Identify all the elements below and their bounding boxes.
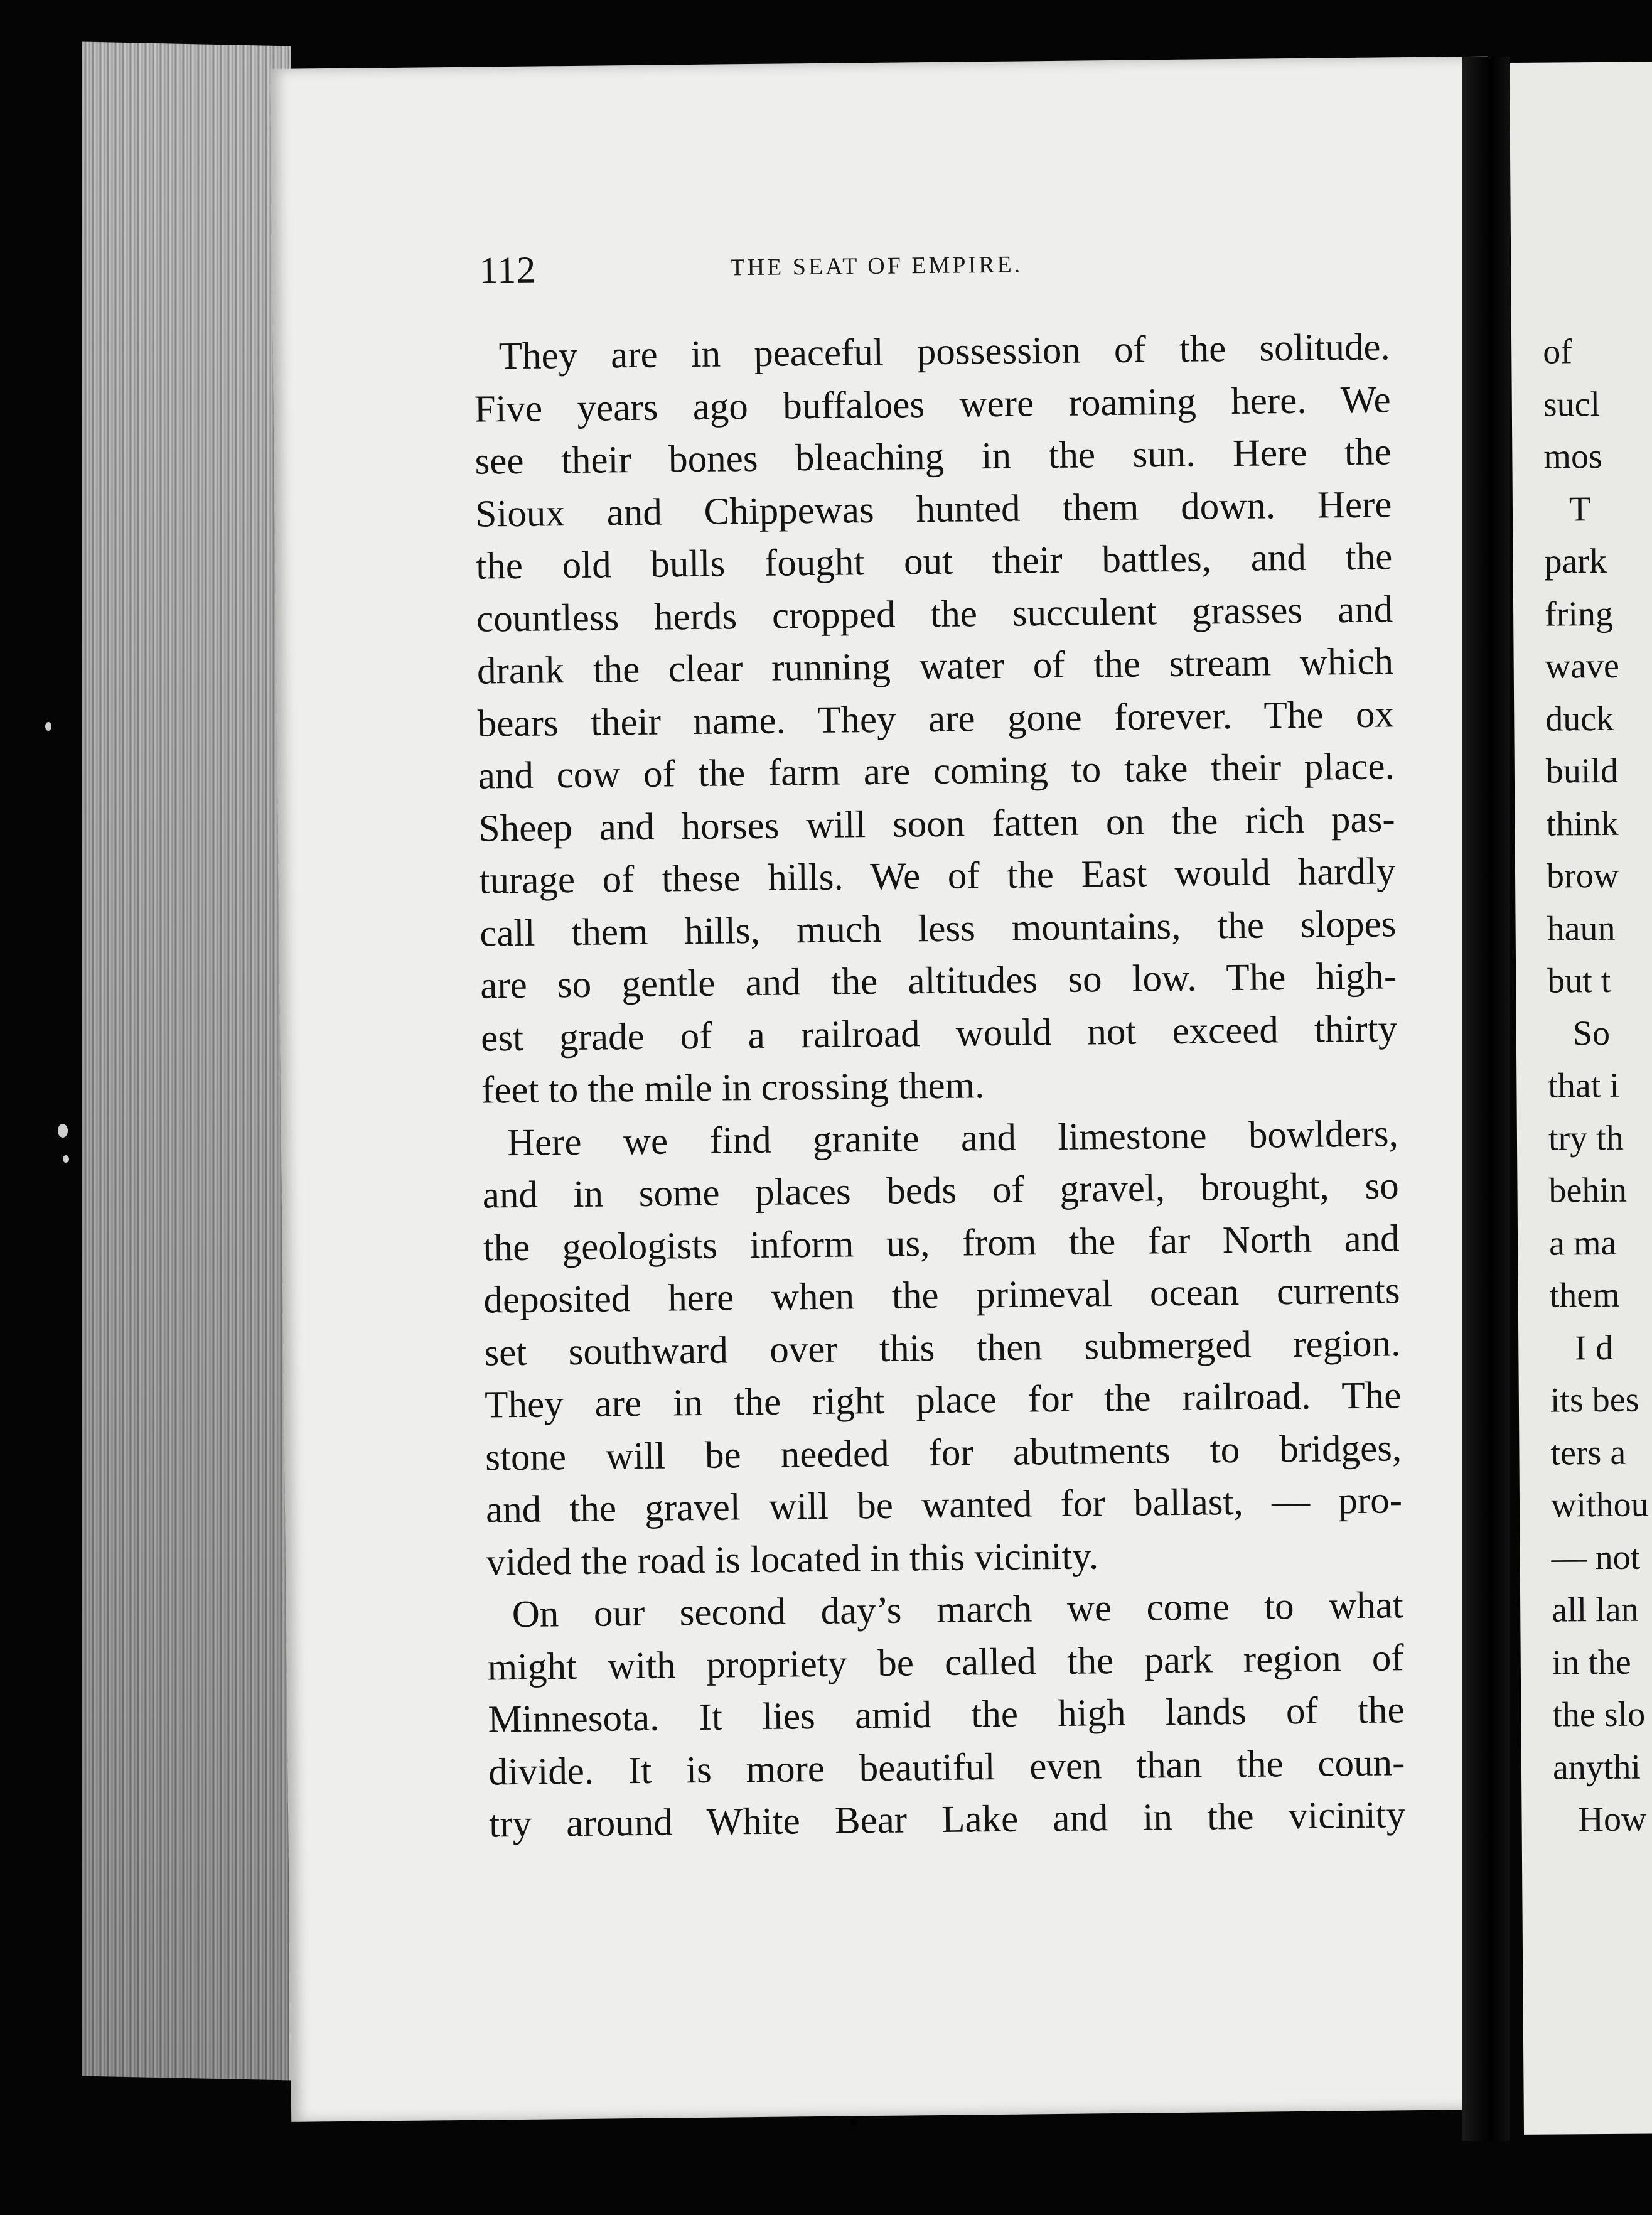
- text-line: and in some places beds of gravel, brought, so: [482, 1165, 1400, 1217]
- text-line: Sheep and horses will soon fatten on the rich pas-: [478, 797, 1395, 850]
- text-line: They are in the right place for the railroad. The: [484, 1374, 1402, 1426]
- facing-text-line: in the: [1552, 1642, 1631, 1683]
- scan-speck: [45, 722, 51, 731]
- facing-text-line: wave: [1545, 646, 1620, 686]
- text-line: try around White Bear Lake and in the vicinity: [488, 1794, 1406, 1846]
- facing-text-line: How: [1578, 1799, 1647, 1840]
- text-line: On our second day’s march we come to what: [512, 1584, 1404, 1636]
- running-head: [479, 239, 1484, 325]
- running-title: THE SEAT OF EMPIRE.: [730, 251, 1023, 281]
- facing-text-line: withou: [1550, 1485, 1649, 1525]
- left-page: [270, 57, 1509, 2122]
- facing-text-line: build: [1545, 751, 1619, 791]
- facing-text-line: anythi: [1552, 1747, 1641, 1787]
- text-line: est grade of a railroad would not exceed thirty: [480, 1007, 1398, 1060]
- facing-text-line: park: [1544, 541, 1607, 581]
- text-line: call them hills, much less mountains, the slopes: [480, 902, 1397, 955]
- facing-text-line: I d: [1575, 1328, 1614, 1367]
- facing-page: [1510, 62, 1652, 2135]
- facing-text-line: behin: [1548, 1170, 1628, 1210]
- page-edges: [82, 42, 291, 2081]
- facing-text-line: ters a: [1550, 1433, 1626, 1473]
- text-line: Here we find granite and limestone bowlders,: [507, 1112, 1399, 1164]
- facing-text-line: them: [1549, 1275, 1620, 1315]
- text-line: bears their name. They are gone forever. The ox: [477, 693, 1395, 745]
- scan-speck: [63, 1155, 69, 1163]
- facing-text-line: think: [1546, 804, 1619, 844]
- text-line: Minnesota. It lies amid the high lands of the: [488, 1689, 1405, 1741]
- text-line: divide. It is more beautiful even than the coun-: [488, 1741, 1405, 1793]
- text-line: Sioux and Chippewas hunted them down. Here: [475, 483, 1392, 536]
- text-line: Five years ago buffaloes were roaming here. We: [474, 378, 1391, 431]
- body-text: [473, 321, 1405, 1851]
- text-line: and the gravel will be wanted for ballast, — pro-: [485, 1479, 1403, 1531]
- facing-text-line: that i: [1548, 1065, 1620, 1106]
- text-line: see their bones bleaching in the sun. Here the: [475, 431, 1392, 483]
- text-line: set southward over this then submerged region.: [484, 1322, 1401, 1374]
- facing-text-line: mos: [1543, 436, 1602, 477]
- text-line: might with propriety be called the park region of: [487, 1636, 1404, 1689]
- text-line: countless herds cropped the succulent grasses and: [476, 588, 1393, 640]
- text-line: feet to the mile in crossing them.: [481, 1064, 985, 1112]
- facing-text-line: all lan: [1551, 1590, 1639, 1630]
- text-line: vided the road is located in this vicinity.: [486, 1534, 1099, 1584]
- text-line: the geologists inform us, from the far North and: [483, 1217, 1400, 1269]
- book-gutter: [1462, 57, 1510, 2141]
- facing-text-line: but t: [1547, 961, 1611, 1001]
- text-line: the old bulls fought out their battles, and the: [475, 536, 1393, 588]
- facing-text-line: the slo: [1552, 1695, 1646, 1735]
- facing-text-line: a ma: [1548, 1223, 1617, 1263]
- text-line: They are in peaceful possession of the solitude.: [498, 326, 1391, 378]
- facing-text-line: duck: [1545, 699, 1614, 739]
- text-line: turage of these hills. We of the East would hardly: [479, 850, 1396, 902]
- text-line: deposited here when the primeval ocean currents: [483, 1269, 1400, 1322]
- text-line: and cow of the farm are coming to take their place.: [478, 745, 1395, 797]
- facing-text-line: fring: [1544, 594, 1614, 634]
- text-line: drank the clear running water of the stream which: [476, 640, 1394, 693]
- text-line: stone will be needed for abutments to bridges,: [485, 1426, 1402, 1479]
- facing-text-line: — not: [1551, 1538, 1641, 1578]
- facing-text-line: brow: [1546, 856, 1619, 896]
- scan-speck: [58, 1124, 68, 1138]
- text-line: are so gentle and the altitudes so low. The high-: [480, 955, 1397, 1007]
- facing-text-line: try th: [1548, 1118, 1624, 1158]
- facing-text-line: of: [1543, 332, 1573, 372]
- facing-text-line: haun: [1547, 908, 1616, 949]
- facing-text-line: sucl: [1543, 384, 1601, 424]
- facing-text-line: T: [1569, 489, 1591, 529]
- page-number: 112: [479, 249, 537, 291]
- facing-text: [1543, 325, 1652, 1846]
- facing-text-line: So: [1572, 1013, 1611, 1053]
- facing-text-line: its bes: [1550, 1380, 1639, 1420]
- scan-speck: [850, 2119, 857, 2126]
